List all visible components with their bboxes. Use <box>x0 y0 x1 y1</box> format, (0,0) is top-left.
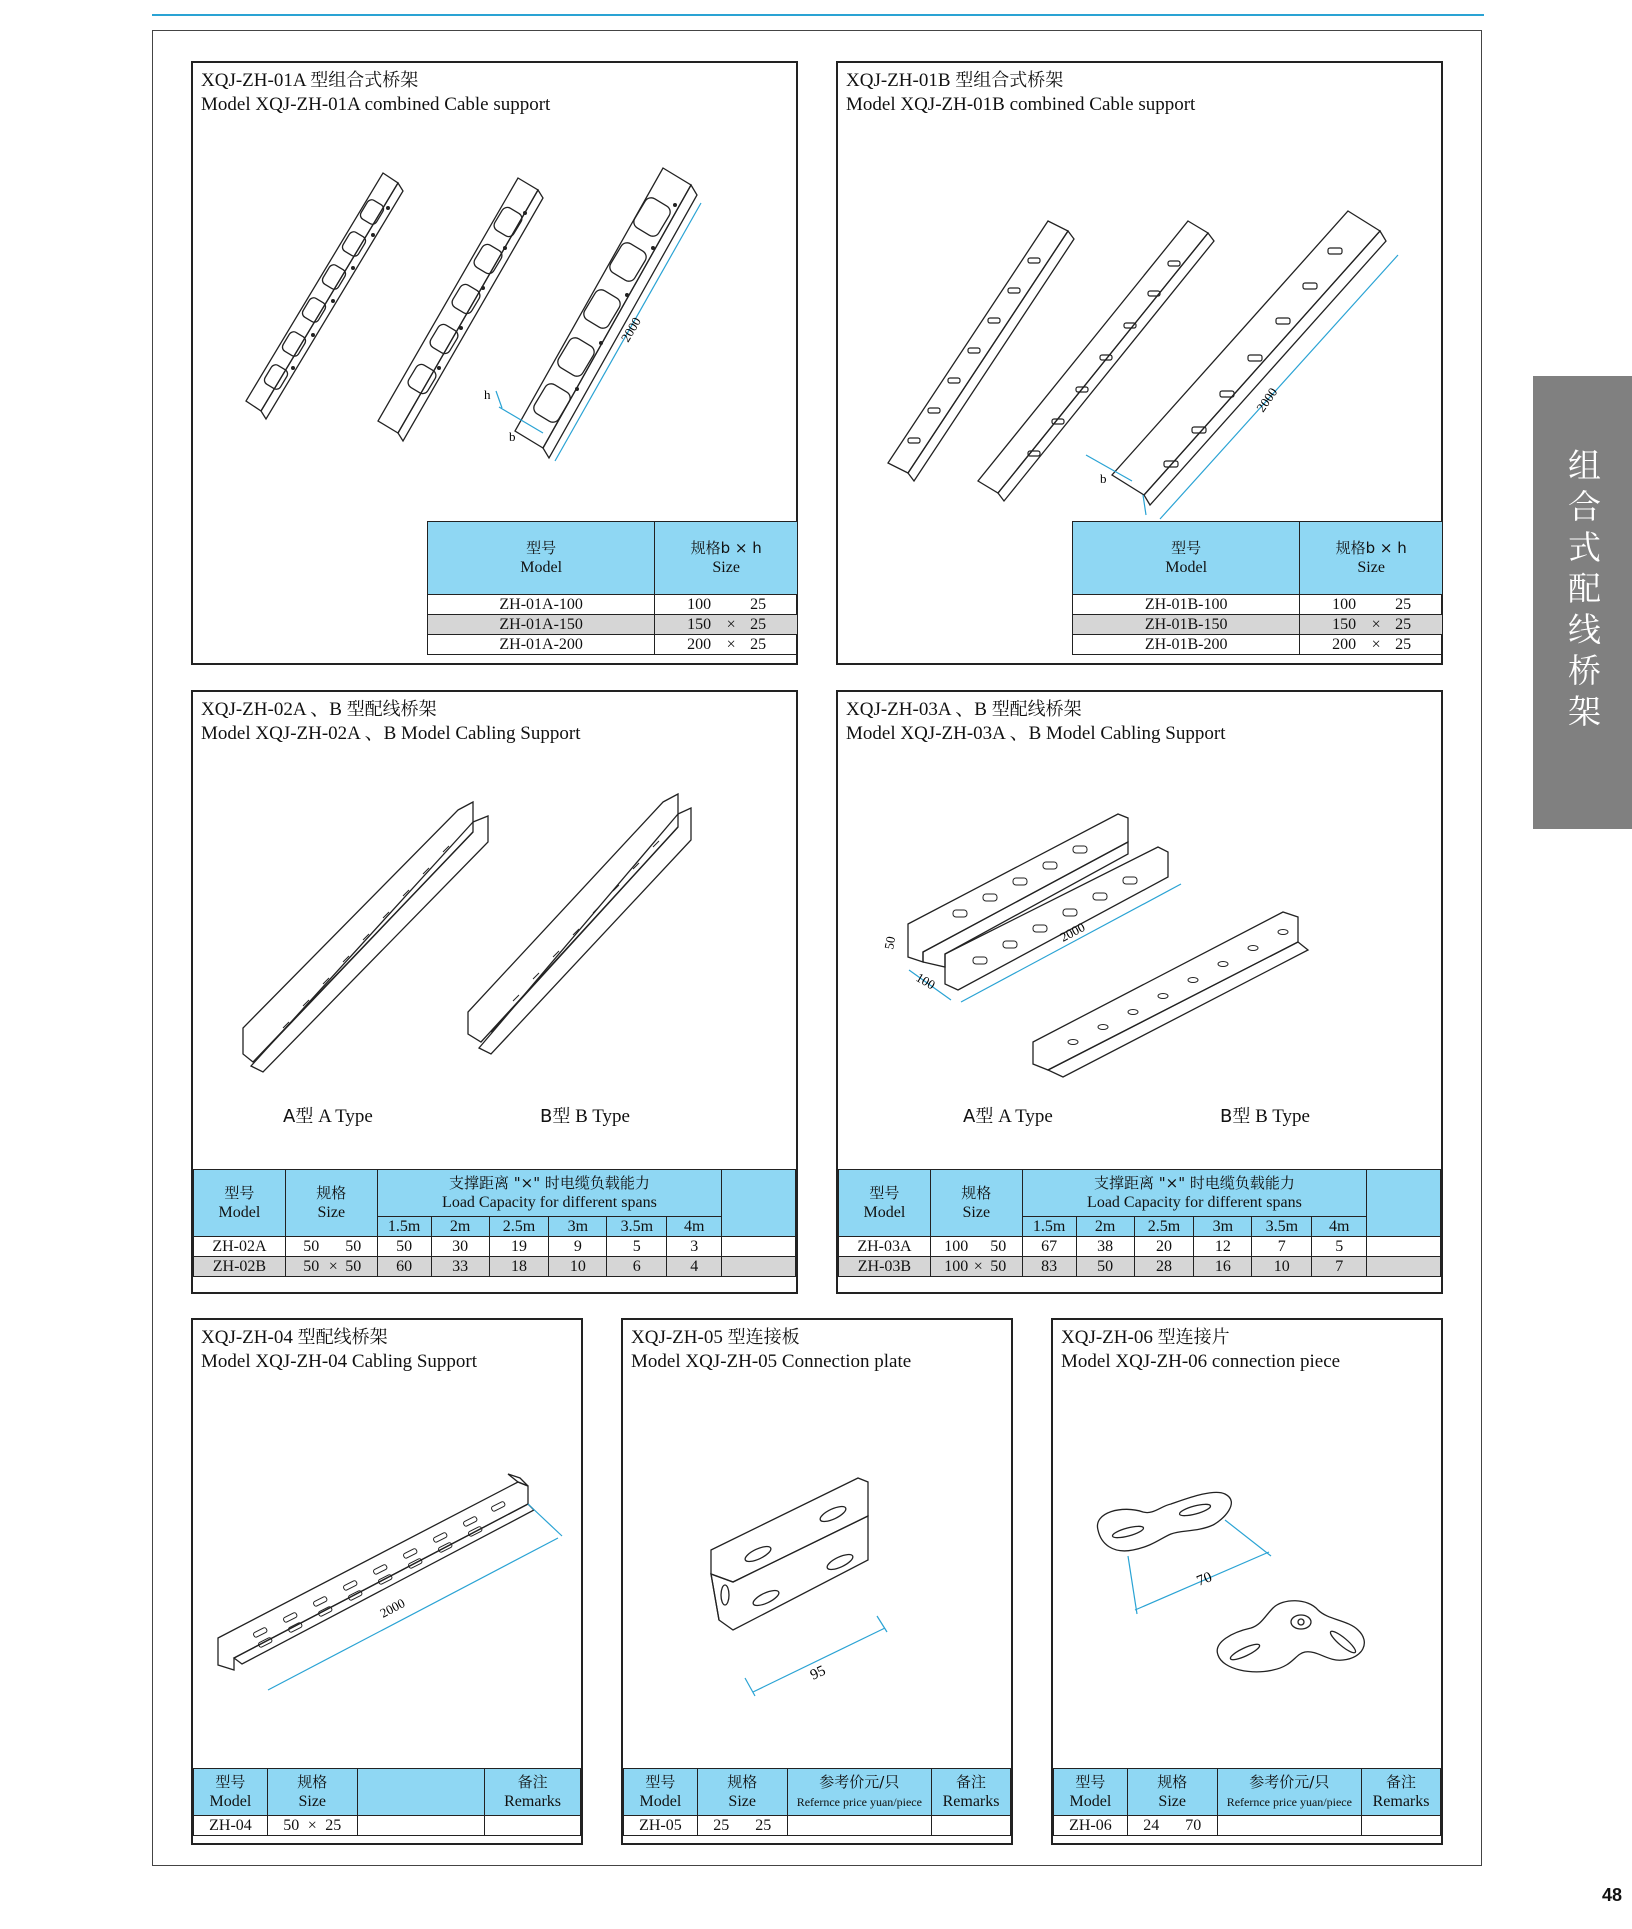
panel-zh-03 <box>836 690 1443 1294</box>
table-row: ZH-01A-150 150 × 25 <box>428 615 798 635</box>
spec-table: 型号 Model 规格 Size 参考价元/只 Refernce price yuan/piece 备注 Remarks ZH-05 25 25 <box>623 1768 1011 1836</box>
table-row: ZH-01A-100 100 25 <box>428 595 798 615</box>
panel-zh-05 <box>621 1318 1013 1845</box>
tray-illustration <box>858 143 1438 543</box>
panel-title: XQJ-ZH-05 型连接板 Model XQJ-ZH-05 Connection plate <box>631 1327 912 1372</box>
dim-height: 50 <box>881 935 899 951</box>
table-row: ZH-03A 100 50 67 38 20 12 7 5 <box>839 1237 1441 1257</box>
caption-a-type: A型 A Type <box>963 1106 1053 1127</box>
caption-b-type: B型 B Type <box>540 1106 630 1127</box>
caption-a-type: A型 A Type <box>283 1106 373 1127</box>
panel-zh-02 <box>191 690 798 1294</box>
tray-illustration <box>863 802 1423 1082</box>
section-side-tab: 组合式配线桥架 <box>1533 376 1632 829</box>
page-number: 48 <box>1602 1885 1623 1905</box>
dim-length: 2000 <box>377 1595 408 1621</box>
tray-illustration <box>213 143 793 543</box>
table-row: ZH-02A 50 50 50 30 19 9 5 3 <box>194 1237 796 1257</box>
tray-1-holes <box>263 198 386 391</box>
spec-table: 型号 Model 规格 Size 备注 Remarks ZH-04 50 × 25 <box>193 1768 581 1836</box>
tray-illustration <box>233 792 753 1082</box>
panel-title: XQJ-ZH-06 型连接片 Model XQJ-ZH-06 connection piece <box>1061 1327 1341 1372</box>
spec-table: 型号 Model 规格 Size 支撑距离 "×" 时电缆负载能力 Load Capacity for different spans 1.5m 2m 2.5m 3m 3.5m 4m ZH-03A 100 50 67 38 20 12 7 5 ZH-03B 100 × 50 83 50 28 16 10 7 <box>838 1169 1441 1277</box>
caption-b-type: B型 B Type <box>1220 1106 1310 1127</box>
panel-zh-01a <box>191 61 798 665</box>
dim-b: b <box>509 429 516 444</box>
table-row: ZH-04 50 × 25 <box>194 1816 581 1836</box>
panel-zh-04 <box>191 1318 583 1845</box>
dim-width: 100 <box>913 969 938 993</box>
panel-title: XQJ-ZH-04 型配线桥架 Model XQJ-ZH-04 Cabling Support <box>201 1327 478 1372</box>
spec-table: 型号 Model 规格b × h Size ZH-01B-100 100 25 ZH-01B-150 150 × 25 ZH-01B-200 200 × 25 <box>1072 521 1443 655</box>
spec-table: 型号 Model 规格b × h Size ZH-01A-100 100 25 ZH-01A-150 150 × 25 ZH-01A-200 200 × 25 <box>427 521 798 655</box>
table-row: ZH-01A-200 200 × 25 <box>428 635 798 655</box>
panel-title: XQJ-ZH-01B 型组合式桥架 Model XQJ-ZH-01B combined Cable support <box>846 70 1196 115</box>
dim-b: b <box>1100 471 1107 486</box>
panel-title: XQJ-ZH-01A 型组合式桥架 Model XQJ-ZH-01A combined Cable support <box>201 70 551 115</box>
dim-length: 95 <box>807 1662 829 1684</box>
table-row: ZH-06 24 70 <box>1054 1816 1441 1836</box>
dim-length: 70 <box>1194 1569 1215 1590</box>
panel-zh-06 <box>1051 1318 1443 1845</box>
dim-length: 2000 <box>617 314 644 345</box>
table-row: ZH-05 25 25 <box>624 1816 1011 1836</box>
panel-zh-01b <box>836 61 1443 665</box>
spec-table: 型号 Model 规格 Size 参考价元/只 Refernce price yuan/piece 备注 Remarks ZH-06 24 70 <box>1053 1768 1441 1836</box>
panel-title: XQJ-ZH-02A 、B 型配线桥架 Model XQJ-ZH-02A 、B Model Cabling Support <box>201 699 581 744</box>
dim-length: 2000 <box>1057 919 1088 945</box>
dim-h: h <box>484 387 491 402</box>
piece-illustration <box>1073 1470 1433 1720</box>
table-row: ZH-01B-150 150 × 25 <box>1073 615 1443 635</box>
table-row: ZH-03B 100 × 50 83 50 28 16 10 7 <box>839 1257 1441 1277</box>
spec-table: 型号 Model 规格 Size 支撑距离 "×" 时电缆负载能力 Load Capacity for different spans 1.5m 2m 2.5m 3m 3.5m 4m ZH-02A 50 50 50 30 19 9 5 3 ZH-02B 50 × 50 60 33 18 10 6 4 <box>193 1169 796 1277</box>
panel-title: XQJ-ZH-03A 、B 型配线桥架 Model XQJ-ZH-03A 、B Model Cabling Support <box>846 699 1226 744</box>
dim-length: 2000 <box>1253 384 1281 415</box>
tray-illustration <box>208 1460 578 1700</box>
table-row: ZH-02B 50 × 50 60 33 18 10 6 4 <box>194 1257 796 1277</box>
top-rule <box>152 14 1484 16</box>
table-row: ZH-01B-200 200 × 25 <box>1073 635 1443 655</box>
table-row: ZH-01B-100 100 25 <box>1073 595 1443 615</box>
plate-illustration <box>663 1470 983 1720</box>
